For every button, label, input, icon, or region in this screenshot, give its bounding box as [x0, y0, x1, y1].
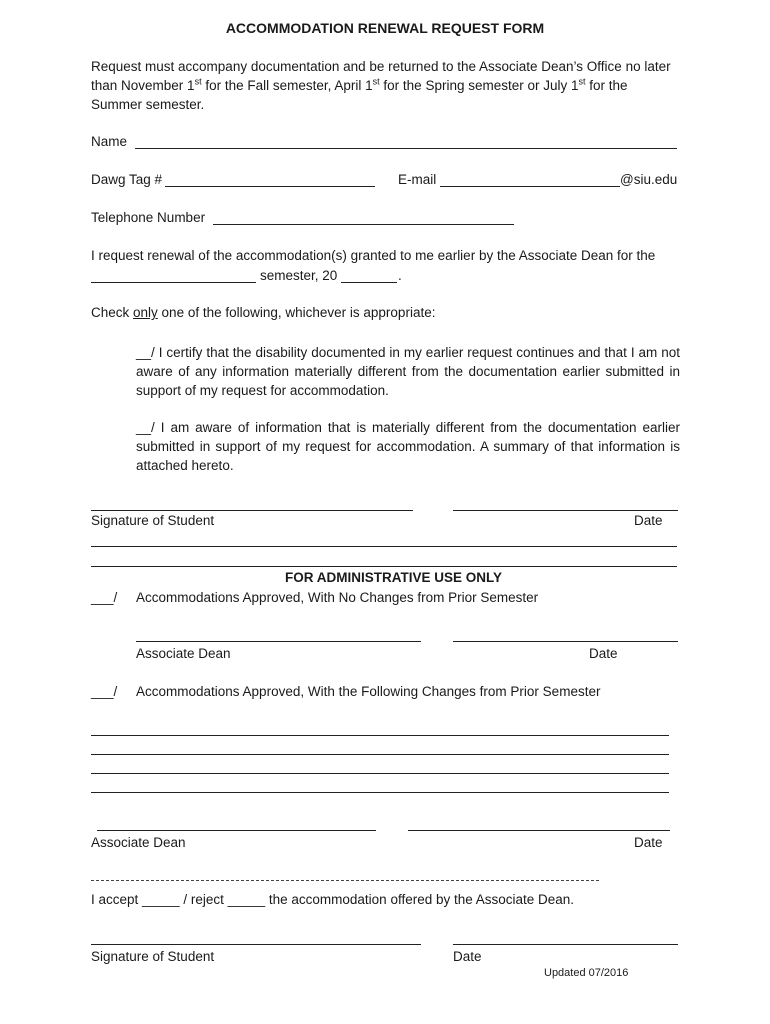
approve-changes-label: Accommodations Approved, With the Following Changes from Prior Semester: [136, 684, 601, 699]
intro-for-the: for the: [585, 78, 628, 93]
dean-label-2: Associate Dean: [91, 835, 186, 850]
student-signature-label: Signature of Student: [91, 513, 215, 528]
name-field[interactable]: [135, 148, 677, 149]
email-suffix: @siu.edu: [620, 172, 678, 187]
intro-paragraph: [91, 57, 680, 114]
dean-date-line-2[interactable]: [408, 830, 670, 831]
intro-line-2: [91, 76, 680, 95]
changes-line-3[interactable]: [91, 773, 669, 774]
semester-field[interactable]: [91, 282, 256, 283]
final-student-signature-label: Signature of Student: [91, 949, 215, 964]
renewal-line-1: I request renewal of the accommodation(s) granted to me earlier by the Associate Dean for the: [91, 248, 656, 263]
option-1-checkmark[interactable]: __/: [136, 345, 155, 360]
option-2-text: I am aware of information that is materially different from the documentation earlier submitted in support of my request for accommodation. A summary of that information is attached hereto.: [136, 420, 680, 473]
intro-sup-3: st: [578, 76, 586, 87]
final-date-label: Date: [453, 949, 482, 964]
dean-signature-line-2[interactable]: [97, 830, 376, 831]
dean-date-label-2: Date: [634, 835, 663, 850]
form-title: ACCOMMODATION RENEWAL REQUEST FORM: [225, 20, 545, 36]
dean-date-label-1: Date: [589, 646, 618, 661]
check-instruction: Check only one of the following, whichever is appropriate:: [91, 305, 436, 320]
intro-fall: for the Fall semester, April 1: [201, 78, 373, 93]
approve-changes-checkmark[interactable]: ___/: [91, 684, 118, 699]
student-date-label: Date: [634, 513, 663, 528]
dean-label-1: Associate Dean: [136, 646, 231, 661]
updated-note: Updated 07/2016: [544, 967, 629, 979]
intro-sup-2: st: [372, 76, 380, 87]
semester-period: .: [398, 268, 402, 283]
student-signature-line[interactable]: [91, 510, 413, 511]
email-label: E-mail: [398, 172, 437, 187]
telephone-field[interactable]: [213, 224, 514, 225]
admin-heading: FOR ADMINISTRATIVE USE ONLY: [285, 570, 503, 585]
check-only-underlined: only: [133, 305, 158, 320]
option-2-checkmark[interactable]: __/: [136, 420, 155, 435]
option-1[interactable]: [136, 343, 680, 400]
intro-line-3: Summer semester.: [91, 97, 205, 112]
cut-line: [91, 880, 599, 881]
approve-no-change-label: Accommodations Approved, With No Changes from Prior Semester: [136, 590, 539, 605]
intro-line-1: Request must accompany documentation and be returned to the Associate Dean’s Office no later: [91, 59, 671, 74]
changes-line-1[interactable]: [91, 735, 669, 736]
year-field[interactable]: [341, 282, 397, 283]
semester-label: semester, 20: [260, 268, 338, 283]
separator-line-2: [91, 566, 677, 567]
final-student-signature-line[interactable]: [91, 944, 421, 945]
dean-date-line-1[interactable]: [453, 641, 678, 642]
student-signature-date-line[interactable]: [453, 510, 678, 511]
option-1-text: I certify that the disability documented in my earlier request continues and that I am not aware of any information materially different from the documentation earlier submitted in support of my request for accommodation.: [136, 345, 680, 398]
changes-line-2[interactable]: [91, 754, 669, 755]
accept-reject-line[interactable]: I accept _____ / reject _____ the accommodation offered by the Associate Dean.: [91, 892, 575, 907]
changes-line-4[interactable]: [91, 792, 669, 793]
email-field[interactable]: [440, 186, 620, 187]
dawg-tag-field[interactable]: [165, 186, 375, 187]
dawg-tag-label: Dawg Tag #: [91, 172, 163, 187]
name-label: Name: [91, 134, 128, 149]
final-date-line[interactable]: [453, 944, 678, 945]
separator-line-1: [91, 546, 677, 547]
option-2[interactable]: [136, 418, 680, 475]
dean-signature-line-1[interactable]: [136, 641, 421, 642]
intro-spring: for the Spring semester or July 1: [379, 78, 579, 93]
telephone-label: Telephone Number: [91, 210, 206, 225]
intro-sup-1: st: [194, 76, 202, 87]
approve-no-change-checkmark[interactable]: ___/: [91, 590, 118, 605]
intro-nov: than November 1: [91, 78, 195, 93]
